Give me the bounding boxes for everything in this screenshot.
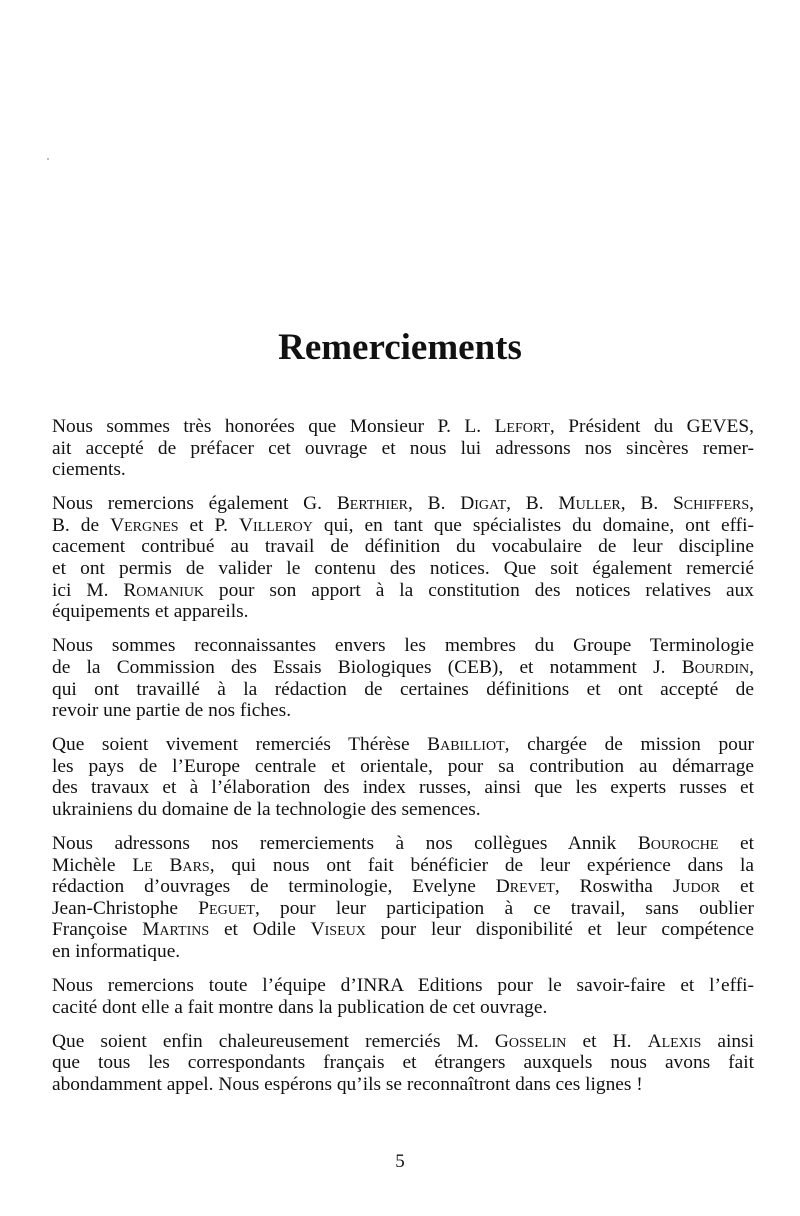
page-title: Remerciements (278, 327, 522, 368)
text-segment: cacité dont elle a fait montre dans la publication de cet ouvrage. (52, 996, 548, 1018)
text-line (52, 898, 754, 920)
text-segment: qui, en tant que spécialistes du domaine, ont effi- (312, 514, 754, 536)
paragraph (52, 833, 754, 963)
paragraph (52, 493, 754, 623)
text-line (52, 975, 754, 997)
text-segment: pour leur disponibilité et leur compétence (365, 919, 754, 941)
text-segment: abondamment appel. Nous espérons qu’ils se reconnaîtront dans ces lignes ! (52, 1074, 643, 1096)
text-segment: ainsi (701, 1030, 754, 1052)
person-name: Drevet (495, 876, 555, 898)
text-line (52, 438, 754, 460)
paragraph (52, 635, 754, 721)
text-line (52, 876, 754, 898)
text-segment: Françoise (52, 919, 143, 941)
text-segment: ici M. (52, 579, 124, 601)
text-line (52, 855, 754, 877)
text-segment: et (718, 833, 754, 855)
person-name: Lefort (494, 416, 550, 437)
text-line (52, 635, 754, 657)
text-segment: Nous sommes très honorées que Monsieur P. L. (52, 416, 495, 437)
text-line (52, 601, 754, 623)
text-segment: des travaux et à l’élaboration des index russes, ainsi que les experts russes et (52, 777, 754, 799)
person-name: Alexis (647, 1030, 702, 1052)
text-line (52, 536, 754, 558)
text-segment: revoir une partie de nos fiches. (52, 700, 292, 722)
text-line (52, 459, 754, 481)
text-segment: pour son apport à la constitution des notices relatives aux (203, 579, 755, 601)
text-segment: , (749, 493, 754, 515)
text-segment: Nous remercions toute l’équipe d’INRA Editions pour le savoir-faire et l’effi- (52, 975, 754, 997)
text-line (52, 734, 754, 756)
text-segment: , B. (620, 493, 673, 515)
text-line (52, 756, 754, 778)
text-segment: équipements et appareils. (52, 601, 249, 623)
person-name: Bouroche (637, 833, 719, 855)
text-segment: , Roswitha (554, 876, 673, 898)
person-name: Vergnes (110, 514, 179, 536)
person-name: Viseux (310, 919, 366, 941)
text-line (52, 515, 754, 537)
text-segment: Jean-Christophe (52, 897, 199, 919)
text-segment: ukrainiens du domaine de la technologie des semences. (52, 799, 481, 820)
person-name: Berthier (336, 493, 409, 515)
text-segment: Nous sommes reconnaissantes envers les membres du Groupe Terminologie (52, 635, 754, 657)
text-segment: de la Commission des Essais Biologiques (CEB), et notamment J. (52, 656, 682, 678)
paragraph (52, 734, 754, 820)
text-segment: Que soient vivement remerciés Thérèse (52, 734, 428, 756)
text-line (52, 700, 754, 722)
text-line (52, 580, 754, 602)
paragraph (52, 416, 754, 481)
text-line (52, 997, 754, 1019)
text-segment: et P. (178, 514, 239, 536)
text-line (52, 799, 754, 821)
paragraph (52, 1031, 754, 1096)
text-segment: , B. (408, 493, 461, 515)
text-line (52, 558, 754, 580)
text-segment: cacement contribué au travail de définition du vocabulaire de leur discipline (52, 536, 754, 558)
page-number: 5 (395, 1151, 405, 1172)
text-segment: qui ont travaillé à la rédaction de certaines définitions et ont accepté de (52, 678, 754, 700)
text-segment: Que soient enfin chaleureusement remerciés M. (52, 1030, 495, 1052)
person-name: Judor (672, 876, 721, 898)
text-segment: , B. (506, 493, 559, 515)
text-segment: , chargée de mission pour (504, 734, 754, 756)
text-segment: et Odile (209, 919, 311, 941)
acknowledgements-body (52, 416, 754, 1108)
text-segment: et ont permis de valider le contenu des notices. Que soit également remercié (52, 558, 754, 580)
person-name: Gosselin (494, 1030, 567, 1052)
person-name: Schiffers (672, 493, 750, 515)
person-name: Bourdin (681, 656, 750, 678)
person-name: Muller (558, 493, 621, 515)
person-name: Babilliot (427, 734, 505, 756)
person-name: Peguet (198, 897, 255, 919)
text-segment: , pour leur participation à ce travail, sans oublier (254, 897, 754, 919)
text-line (52, 1031, 754, 1053)
paragraph (52, 975, 754, 1018)
text-segment: et H. (566, 1030, 648, 1052)
text-segment: que tous les correspondants français et étrangers auxquels nous avons fait (52, 1052, 754, 1074)
person-name: Romaniuk (123, 579, 204, 601)
text-segment: en informatique. (52, 941, 181, 963)
person-name: Martins (142, 919, 210, 941)
text-segment: ciements. (52, 459, 126, 481)
text-segment: les pays de l’Europe centrale et orientale, pour sa contribution au démarrage (52, 755, 754, 777)
text-line (52, 679, 754, 701)
text-line (52, 919, 754, 941)
text-line (52, 1052, 754, 1074)
text-segment: B. de (52, 514, 111, 536)
text-line (52, 777, 754, 799)
text-segment: Michèle (52, 854, 133, 876)
text-segment: , (749, 656, 754, 678)
text-line (52, 416, 754, 438)
scan-speck (47, 158, 49, 160)
text-line (52, 1074, 754, 1096)
text-segment: , qui nous ont fait bénéficier de leur expérience dans la (209, 854, 754, 876)
text-segment: Nous remercions également G. (52, 493, 337, 515)
text-segment: rédaction d’ouvrages de terminologie, Evelyne (52, 876, 496, 898)
text-segment: Nous adressons nos remerciements à nos collègues Annik (52, 833, 638, 855)
person-name: Villeroy (239, 514, 313, 536)
person-name: Le Bars (132, 854, 210, 876)
text-segment: ait accepté de préfacer cet ouvrage et nous lui adressons nos sincères remer- (52, 437, 754, 459)
text-line (52, 941, 754, 963)
text-line (52, 493, 754, 515)
text-line (52, 657, 754, 679)
text-segment: et (720, 876, 754, 898)
person-name: Digat (460, 493, 507, 515)
text-line (52, 833, 754, 855)
text-segment: , Président du GEVES, (549, 416, 754, 437)
